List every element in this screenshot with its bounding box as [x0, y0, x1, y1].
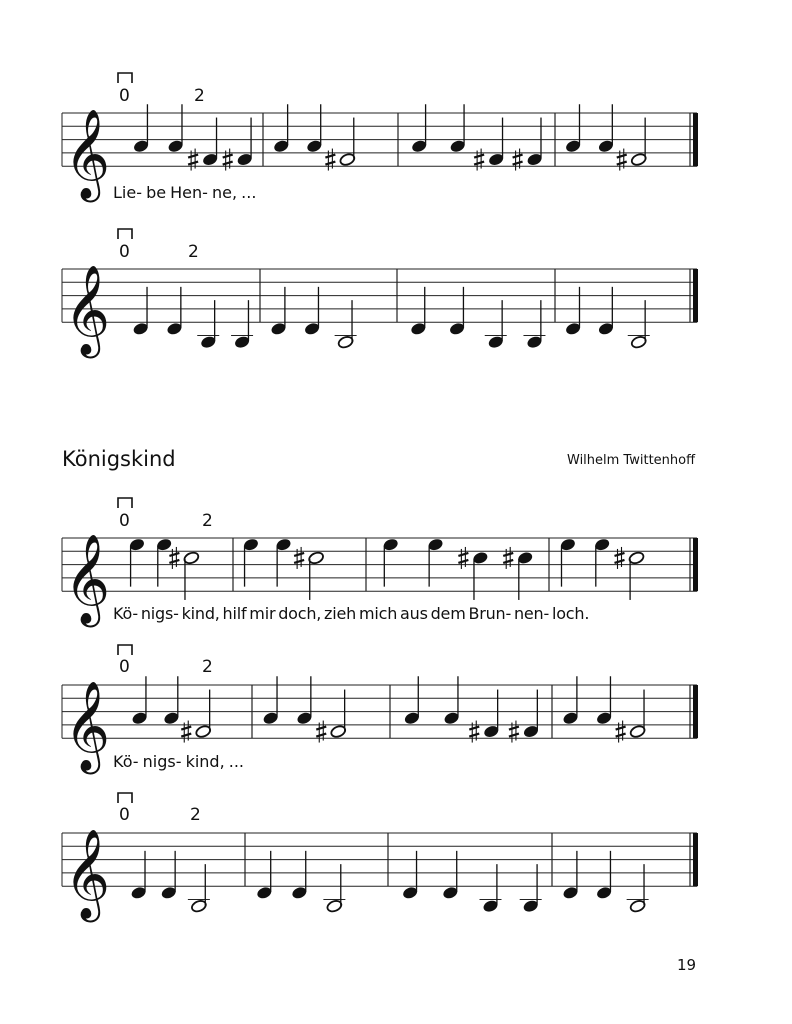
lyrics-line: Lie- be Hen- ne, ...	[113, 183, 257, 202]
staff-system	[62, 229, 698, 359]
final-barline-thick	[693, 113, 698, 166]
fingering-open-string: 0	[119, 511, 130, 531]
fingering-open-string: 0	[119, 242, 130, 262]
sharp-stroke	[316, 734, 326, 737]
sharp-stroke	[503, 553, 513, 556]
composer-name: Wilhelm Twittenhoff	[567, 453, 696, 468]
sharp-stroke	[223, 162, 233, 165]
sharp-stroke	[188, 162, 198, 165]
treble-clef-icon: 𝄞	[64, 681, 111, 772]
sharp-icon	[316, 721, 326, 743]
down-bow-icon	[118, 498, 132, 508]
treble-clef-icon: 𝄞	[64, 829, 111, 920]
sharp-stroke	[169, 560, 179, 563]
sharp-icon	[513, 149, 523, 171]
sharp-stroke	[509, 734, 519, 737]
sharp-icon	[509, 721, 519, 743]
sharp-stroke	[469, 727, 479, 730]
sharp-stroke	[325, 155, 335, 158]
sharp-icon	[616, 721, 626, 743]
sharp-icon	[188, 149, 198, 171]
fingering-open-string: 0	[119, 805, 130, 825]
sharp-stroke	[513, 155, 523, 158]
sharp-icon	[181, 721, 191, 743]
sharp-icon	[469, 721, 479, 743]
sharp-stroke	[181, 734, 191, 737]
sharp-stroke	[617, 155, 627, 158]
sharp-stroke	[474, 155, 484, 158]
sharp-stroke	[325, 162, 335, 165]
sharp-stroke	[513, 162, 523, 165]
final-barline-thick	[693, 538, 698, 591]
sharp-stroke	[474, 162, 484, 165]
sharp-icon	[223, 149, 233, 171]
page-number: 19	[677, 956, 697, 974]
sharp-stroke	[169, 553, 179, 556]
sharp-stroke	[616, 727, 626, 730]
sharp-stroke	[615, 560, 625, 563]
sharp-icon	[503, 547, 513, 569]
sharp-icon	[294, 547, 304, 569]
treble-clef-icon: 𝄞	[64, 265, 111, 356]
fingering-second-finger: 2	[190, 805, 201, 825]
fingering-second-finger: 2	[194, 86, 205, 106]
fingering-second-finger: 2	[202, 511, 213, 531]
sharp-stroke	[615, 553, 625, 556]
sharp-stroke	[223, 155, 233, 158]
sharp-icon	[169, 547, 179, 569]
fingering-second-finger: 2	[202, 657, 213, 677]
song-title: Königskind	[62, 447, 176, 471]
sharp-stroke	[294, 553, 304, 556]
lyrics-line: Kö- nigs- kind, hilf mir doch, zieh mich aus dem Brun- nen- loch.	[113, 604, 590, 623]
sharp-stroke	[316, 727, 326, 730]
sharp-stroke	[458, 560, 468, 563]
down-bow-icon	[118, 793, 132, 803]
fingering-open-string: 0	[119, 657, 130, 677]
sharp-stroke	[294, 560, 304, 563]
sharp-icon	[325, 149, 335, 171]
down-bow-icon	[118, 229, 132, 239]
down-bow-icon	[118, 645, 132, 655]
treble-clef-icon: 𝄞	[64, 109, 111, 200]
sharp-icon	[474, 149, 484, 171]
sharp-stroke	[188, 155, 198, 158]
sharp-icon	[458, 547, 468, 569]
sharp-icon	[615, 547, 625, 569]
sharp-stroke	[616, 734, 626, 737]
lyrics-line: Kö- nigs- kind, ...	[113, 752, 245, 771]
fingering-open-string: 0	[119, 86, 130, 106]
sharp-stroke	[181, 727, 191, 730]
sharp-stroke	[509, 727, 519, 730]
final-barline-thick	[693, 269, 698, 322]
sharp-icon	[617, 149, 627, 171]
treble-clef-icon: 𝄞	[64, 534, 111, 625]
sharp-stroke	[458, 553, 468, 556]
down-bow-icon	[118, 73, 132, 83]
sharp-stroke	[469, 734, 479, 737]
final-barline-thick	[693, 833, 698, 886]
sharp-stroke	[503, 560, 513, 563]
fingering-second-finger: 2	[188, 242, 199, 262]
final-barline-thick	[693, 685, 698, 738]
staff-system	[62, 793, 698, 923]
sharp-stroke	[617, 162, 627, 165]
